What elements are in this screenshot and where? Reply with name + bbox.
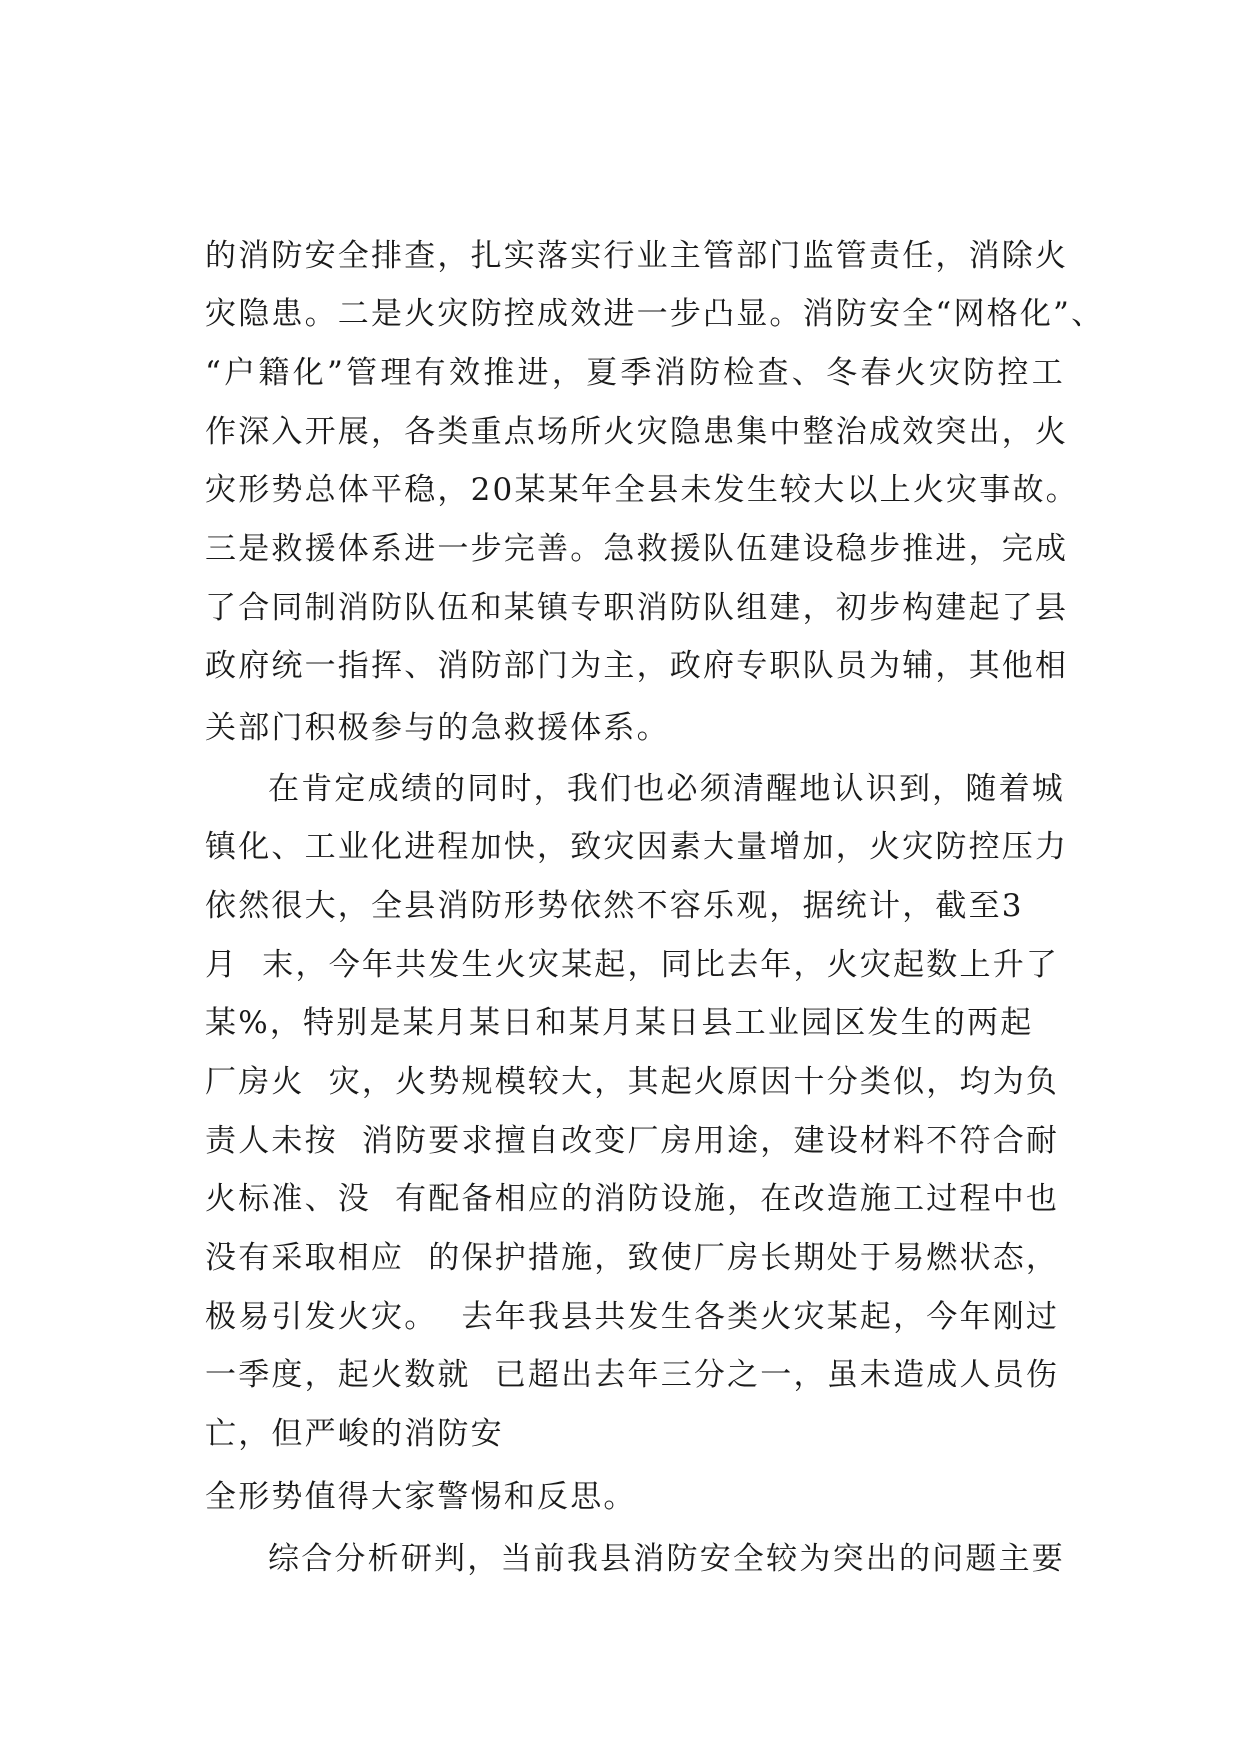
body-text-line: 三是救援体系进一步完善。急救援队伍建设稳步推进，完成 (205, 531, 1069, 567)
paragraph-first-line: 综合分析研判，当前我县消防安全较为突出的问题主要 (268, 1541, 1065, 1577)
body-text-line: 责人未按 消防要求擅自改变厂房用途，建设材料不符合耐 (205, 1123, 1060, 1159)
body-text-line: 依然很大，全县消防形势依然不容乐观，据统计，截至3 (205, 888, 1024, 924)
body-text-line: 全形势值得大家警惕和反思。 (205, 1479, 637, 1515)
body-text-line: 的消防安全排查，扎实落实行业主管部门监管责任，消除火 (205, 238, 1069, 274)
body-text-line: 灾形势总体平稳，20某某年全县未发生较大以上火灾事故。 (205, 472, 1079, 508)
body-text-line: 亡，但严峻的消防安 (205, 1416, 504, 1452)
body-text-line: 灾隐患。二是火灾防控成效进一步凸显。消防安全“网格化”、 (205, 296, 1105, 332)
body-text-line: 政府统一指挥、消防部门为主，政府专职队员为辅，其他相 (205, 648, 1069, 684)
body-text-line: 了合同制消防队伍和某镇专职消防队组建，初步构建起了县 (205, 590, 1069, 626)
body-text-line: 月 末，今年共发生火灾某起，同比去年，火灾起数上升了 (205, 947, 1060, 983)
body-text-line: 关部门积极参与的急救援体系。 (205, 710, 670, 746)
body-text-line: 一季度，起火数就 已超出去年三分之一，虽未造成人员伤 (205, 1357, 1060, 1393)
body-text-line: 极易引发火灾。 去年我县共发生各类火灾某起，今年刚过 (205, 1299, 1060, 1335)
body-text-line: 没有采取相应 的保护措施，致使厂房长期处于易燃状态， (205, 1240, 1060, 1276)
paragraph-first-line: 在肯定成绩的同时，我们也必须清醒地认识到，随着城 (268, 771, 1065, 807)
body-text-line: 镇化、工业化进程加快，致灾因素大量增加，火灾防控压力 (205, 829, 1069, 865)
body-text-line: “户籍化”管理有效推进，夏季消防检查、冬春火灾防控工 (205, 355, 1065, 391)
body-text-line: 作深入开展，各类重点场所火灾隐患集中整治成效突出，火 (205, 414, 1069, 450)
body-text-line: 厂房火 灾，火势规模较大，其起火原因十分类似，均为负 (205, 1064, 1060, 1100)
body-text-line: 某%，特别是某月某日和某月某日县工业园区发生的两起 (205, 1005, 1034, 1041)
body-text-line: 火标准、没 有配备相应的消防设施，在改造施工过程中也 (205, 1181, 1060, 1217)
